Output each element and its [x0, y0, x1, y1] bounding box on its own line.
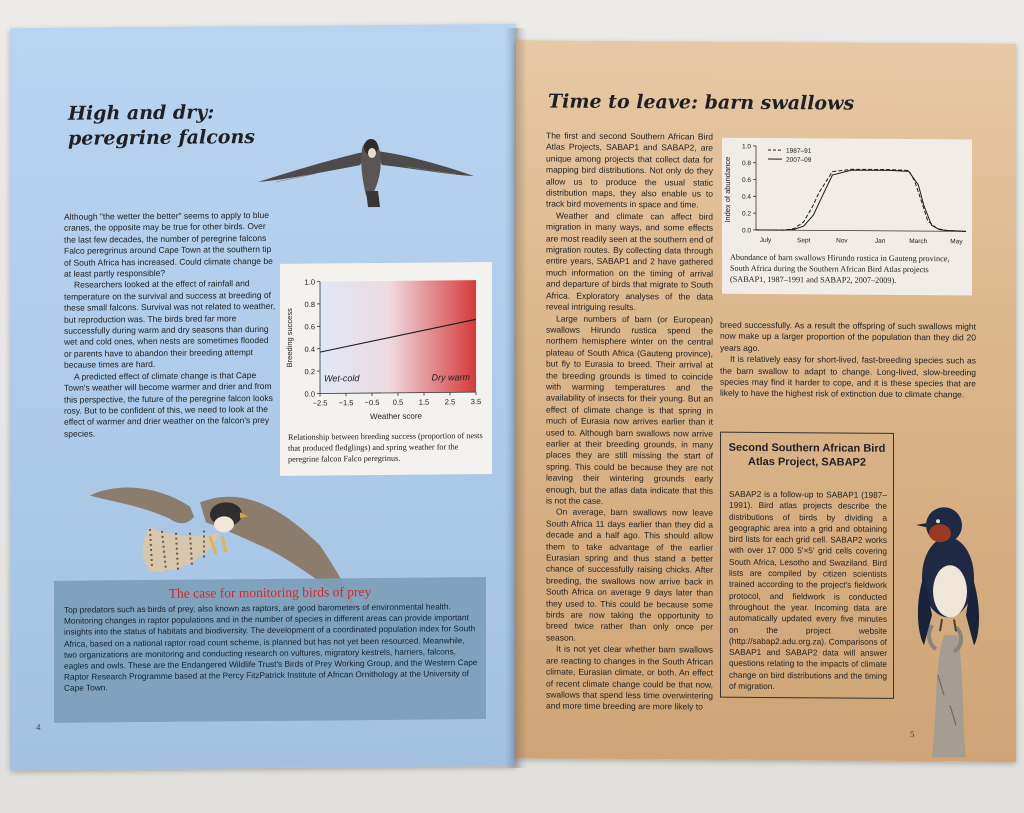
y-tick-label: 0.8: [741, 160, 751, 168]
swallow-abundance-chart-panel: [722, 138, 972, 296]
swallow-abundance-chart: [722, 138, 972, 250]
x-axis-label: Weather score: [370, 411, 422, 422]
series-line: [756, 169, 966, 232]
page-number-right: 5: [910, 729, 915, 740]
barn-swallow-on-stump-image: [904, 495, 990, 758]
y-tick-label: 1.0: [741, 143, 751, 151]
x-tick-label: May: [950, 238, 963, 246]
series-line: [756, 169, 966, 231]
x-tick-label: 1.5: [418, 397, 430, 407]
y-axis-label: Breeding success: [285, 308, 294, 368]
x-tick-label: 0.5: [392, 397, 404, 407]
paragraph: Although "the wetter the better" seems to apply to blue cranes, the opposite may be true for other birds. Over the last few decades, the number of peregrine falcons Falco peregrinus around Cape Town at the southern tip of South Africa has increased. Could climate change be at least partly responsible?: [64, 209, 273, 279]
right-page: [516, 40, 1016, 761]
y-tick-label: 0.0: [741, 227, 751, 235]
x-tick-label: 3.5: [470, 397, 482, 407]
sabap2-box-title: Second Southern African Bird Atlas Project, SABAP2: [728, 441, 886, 469]
paragraph: It is not yet clear whether barn swallows are reacting to changes in the South African climate, Eurasian climate, or both. An effect of recent climate change could be that now, swallows that spend less time overwintering and more time breeding are more likely to: [546, 643, 713, 712]
x-tick-label: Jan: [874, 237, 886, 245]
paragraph: Large numbers of barn (or European) swallows Hirundo rustica spend the northern hemisphere winter on the central plateau of South Africa (Gauteng province), but fly to Eurasia to breed. Their arrival at the breeding grounds is timed to coincide with warming temperatures and the availability of insects for their young. But an effect of climate change is that spring in much of Eurasia now arrives earlier than it used to. Although barn swallows now arrive earlier at their breeding grounds, in many places they are still missing the start of spring. This could be because they are not leaving their wintering grounds early enough, but the atlas data indicate that this is not the case.: [546, 313, 713, 506]
right-column-2-text: [720, 320, 976, 402]
y-tick-label: 1.0: [304, 277, 315, 287]
title-line-1: High and dry:: [68, 101, 215, 125]
x-tick-label: −2.5: [312, 398, 328, 408]
paragraph: Researchers looked at the effect of rainfall and temperature on the survival and success at breeding of these small falcons. Survival was not related to weather, but reproduction was. The birds bred far more successfully during warm and dry seasons than during wet and cold ones, when nests are sometimes flooded or parents have to abandon their breeding attempt because times are hard.: [64, 278, 276, 371]
annotation-wet-cold: Wet-cold: [324, 373, 360, 384]
y-tick-label: 0.6: [741, 176, 751, 184]
x-tick-label: July: [759, 236, 772, 245]
y-tick-label: 0.4: [741, 193, 751, 201]
x-tick-label: −1.5: [338, 398, 354, 408]
y-tick-label: 0.4: [304, 344, 315, 354]
page-number-left: 4: [36, 721, 41, 732]
paragraph: The first and second Southern African Bird Atlas Projects, SABAP1 and SABAP2, are unique among projects that collect data for mapping bird distributions. Not only do they allow us to produce the usual static distribution maps, they also enable us to track bird movements in space and time.: [546, 130, 713, 210]
paragraph: On average, barn swallows now leave South Africa 11 days earlier than they did a decade and a half ago. This should allow them to take advantage of the earlier Eurasian spring and thus stand a better chance of successfully raising chicks. After breeding, the swallows now arrive back in South Africa on average 9 days later than they used to. This could be because some birds are now taking the opportunity to breed twice rather than only once per season.: [546, 506, 713, 643]
breeding-success-chart-panel: [280, 262, 492, 476]
left-body-text: [64, 210, 276, 440]
y-tick-label: 0.6: [304, 322, 315, 332]
right-page-title: Time to leave: barn swallows: [548, 90, 855, 115]
x-tick-label: Nov: [836, 237, 848, 245]
title-line-2: peregrine falcons: [68, 126, 255, 150]
y-tick-label: 0.2: [741, 210, 751, 218]
legend-label: 2007–09: [786, 156, 812, 164]
paragraph: breed successfully. As a result the offspring of such swallows might now make up a larger proportion of the population than they did 20 years ago.: [720, 319, 976, 353]
left-page: [10, 24, 516, 770]
paragraph: Weather and climate can affect bird migration in many ways, and some effects are most readily seen at the southern end of migration routes. By collecting data through entire years, SABAP1 and 2 have gathered much information on the timing of arrival and departure of birds that migrate to South Africa. Exploratory analyses of the data reveal intriguing results.: [546, 210, 713, 313]
x-tick-label: March: [909, 238, 928, 246]
y-tick-label: 0.0: [304, 389, 315, 399]
case-box-text: Top predators such as birds of prey, also known as raptors, are good barometers of environmental health. Monitoring changes in raptor populations and in the number of species in different areas can provide important insights into the status of habitats and biodiversity. The development of a coordinated population index for South Africa, based on a national raptor road count scheme, is planned but has not yet been resourced. Meanwhile, two organizations are monitoring and conducting research on vultures, migratory kestrels, harriers, falcons, eagles and owls. These are the Endangered Wildlife Trust's Birds of Prey Working Group, and the Western Cape Raptor Research Programme based at the Percy FitzPatrick Institute of African Ornithology at the University of Cape Town.: [64, 601, 478, 694]
y-tick-label: 0.2: [304, 367, 315, 377]
paragraph: A predicted effect of climate change is that Cape Town's weather will become warmer and drier and from this perspective, the future of the peregrine falcon looks rosy. But to be confident of this, we need to look at the effect of warmer and drier weather on the falcon's prey species.: [64, 369, 273, 439]
chart-caption: Abundance of barn swallows Hirundo rustica in Gauteng province, South Africa during the Southern African Bird Atlas projects (SABAP1, 1987–1991 and SABAP2, 2007–2009).: [730, 252, 950, 285]
chart-caption: Relationship between breeding success (proportion of nests that produced fledglings) and spring weather for the peregrine falcon Falco peregrinus.: [288, 431, 483, 464]
breeding-success-chart: [280, 262, 492, 424]
peregrine-falcon-flying-image: [256, 114, 478, 212]
x-tick-label: −0.5: [364, 397, 380, 408]
x-tick-label: 2.5: [444, 397, 456, 407]
case-box-title: The case for monitoring birds of prey: [168, 584, 372, 601]
sabap2-box-text: SABAP2 is a follow-up to SABAP1 (1987–1991). Bird atlas projects describe the distributions of birds by dividing a geographic area into a grid and obtaining bird lists for each grid cell. SABAP2 works with over 17 000 5'×5' grid cells covering South Africa, Lesotho and Swaziland. Bird lists are compiled by citizen scientists trained according to the project's fieldwork protocol, and fieldwork is conducted throughout the year. Incoming data are automatically updated every five minutes on the project website (http://sabap2.adu.org.za). Comparisons of SABAP1 and SABAP2 data will answer questions relating to the impacts of climate change on bird distributions and the timing of migration.: [729, 488, 887, 692]
x-tick-label: Sept: [797, 237, 811, 245]
y-axis-label: Index of abundance: [723, 156, 732, 223]
sabap2-info-box: [720, 432, 894, 699]
left-page-title: [68, 100, 255, 152]
legend-label: 1987–91: [786, 147, 812, 155]
y-tick-label: 0.8: [304, 299, 315, 310]
right-column-1-text: [546, 130, 713, 713]
case-for-monitoring-box: [54, 577, 486, 723]
annotation-dry-warm: Dry warm: [431, 372, 470, 383]
paragraph: It is relatively easy for short-lived, fast-breeding species such as the barn swallow to adapt to change. Long-lived, slow-breeding species may find it harder to cope, and it is these species that are likely to have the highest risk of extinction due to climate change.: [720, 353, 976, 400]
